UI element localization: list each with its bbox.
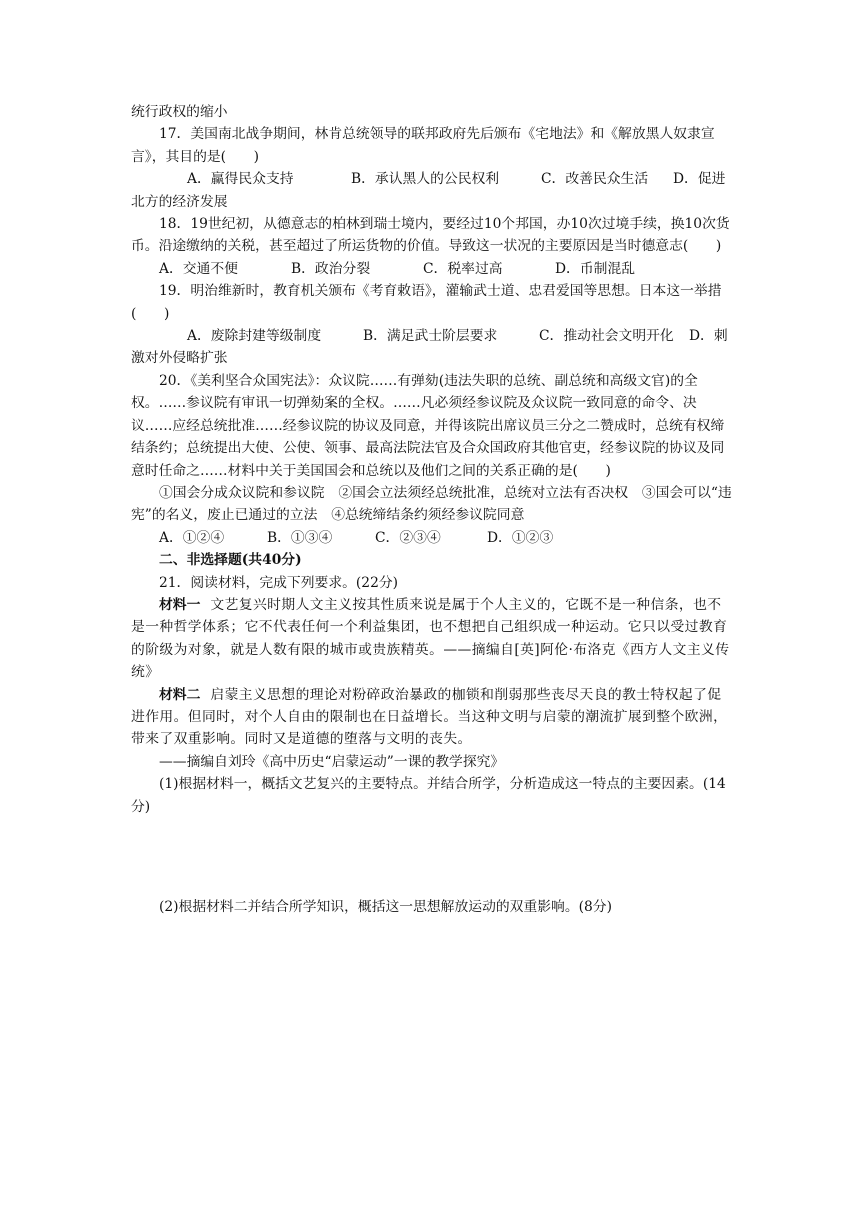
question-21: 21．阅读材料，完成下列要求。(22分): [159, 574, 399, 591]
material-one: [131, 594, 733, 684]
page-content: [131, 101, 733, 918]
question-17: 17．美国南北战争期间，林肯总统领导的联邦政府先后颁布《宅地法》和《解放黑人奴隶宣言》，其目的是( ): [131, 126, 715, 165]
q19-option-c: C．推动社会文明开化: [539, 328, 674, 345]
q18-option-d: D．币制混乱: [555, 260, 636, 277]
q17-option-b: B．承认黑人的公民权利: [351, 171, 500, 188]
section-heading-non-choice: 二、非选择题(共40分): [159, 552, 302, 569]
question-19-options: [131, 325, 733, 370]
q18-option-b: B．政治分裂: [291, 260, 371, 277]
q18-option-a: A．交通不便: [159, 260, 238, 277]
q19-option-a: A．废除封建等级制度: [187, 328, 322, 345]
question-19: 19．明治维新时，教育机关颁布《考育敕语》，灌输武士道、忠君爱国等思想。日本这一举措( ): [131, 283, 722, 322]
q19-option-b: B．满足武士阶层要求: [363, 328, 498, 345]
material-two: [131, 684, 733, 751]
answer-space: [131, 818, 733, 896]
material-two-label: 材料二: [159, 686, 201, 703]
q19-option-d: D．刺激对外侵略扩张: [131, 328, 728, 367]
question-21-part-2: (2)根据材料二并结合所学知识，概括这一思想解放运动的双重影响。(8分): [159, 899, 612, 915]
q20-option-a: A．①②④: [159, 529, 225, 546]
question-20: 20．《美利坚合众国宪法》：众议院……有弹劾(违法失职的总统、副总统和高级文官)的全权。……参议院有审讯一切弹劾案的全权。……凡必须经参议院及众议院一致同意的命令、决议……应经总统批准……经参议院的协议及同意，并得该院出席议员三分之二赞成时，总统有权缔结条约；总统提出大使、公使、领事、最高法院法官及合众国政府其他官吏，经参议院的协议及同意时任命之……材料中关于美国国会和总统以及他们之间的关系正确的是( ): [131, 372, 725, 479]
previous-answer-tail: 统行政权的缩小: [131, 104, 228, 120]
q20-option-b: B．①③④: [267, 529, 333, 546]
material-two-source: ——摘编自刘玲《高中历史“启蒙运动”一课的教学探究》: [159, 753, 505, 770]
q17-option-d: D．促进北方的经济发展: [131, 171, 726, 210]
question-18-options: [159, 258, 733, 280]
question-20-statements: ①国会分成众议院和参议院 ②国会立法须经总统批准，总统对立法有否决权 ③国会可以“违宪”的名义，废止已通过的立法 ④总统缔结条约须经参议院同意: [131, 484, 732, 524]
q20-option-c: C．②③④: [375, 529, 441, 546]
question-17-options: [131, 168, 733, 213]
question-18: 18．19世纪初，从德意志的柏林到瑞士境内，要经过10个邦国，办10次过境手续，换10次货币。沿途缴纳的关税，甚至超过了所运货物的价值。导致这一状况的主要原因是当时德意志( ): [131, 216, 730, 255]
question-20-options: [159, 527, 733, 549]
material-one-text: 文艺复兴时期人文主义按其性质来说是属于个人主义的，它既不是一种信条，也不是一种哲学体系；它不代表任何一个利益集团，也不想把自己组织成一种运动。它只以受过教育的阶级为对象，就是人数有限的城市或贵族精英。——摘编自[英]阿伦·布洛克《西方人文主义传统》: [131, 596, 730, 681]
material-one-label: 材料一: [159, 596, 201, 613]
q17-option-c: C．改善民众生活: [541, 171, 649, 188]
material-two-text: 启蒙主义思想的理论对粉碎政治暴政的枷锁和削弱那些丧尽天良的教士特权起了促进作用。但同时，对个人自由的限制也在日益增长。当这种文明与启蒙的潮流扩展到整个欧洲，带来了双重影响。同时又是道德的堕落与文明的丧失。: [131, 686, 728, 748]
q20-option-d: D．①②③: [487, 529, 554, 546]
q18-option-c: C．税率过高: [423, 260, 503, 277]
q17-option-a: A．赢得民众支持: [187, 171, 294, 188]
question-21-part-1: (1)根据材料一，概括文艺复兴的主要特点。并结合所学，分析造成这一特点的主要因素。(14分): [131, 776, 726, 815]
